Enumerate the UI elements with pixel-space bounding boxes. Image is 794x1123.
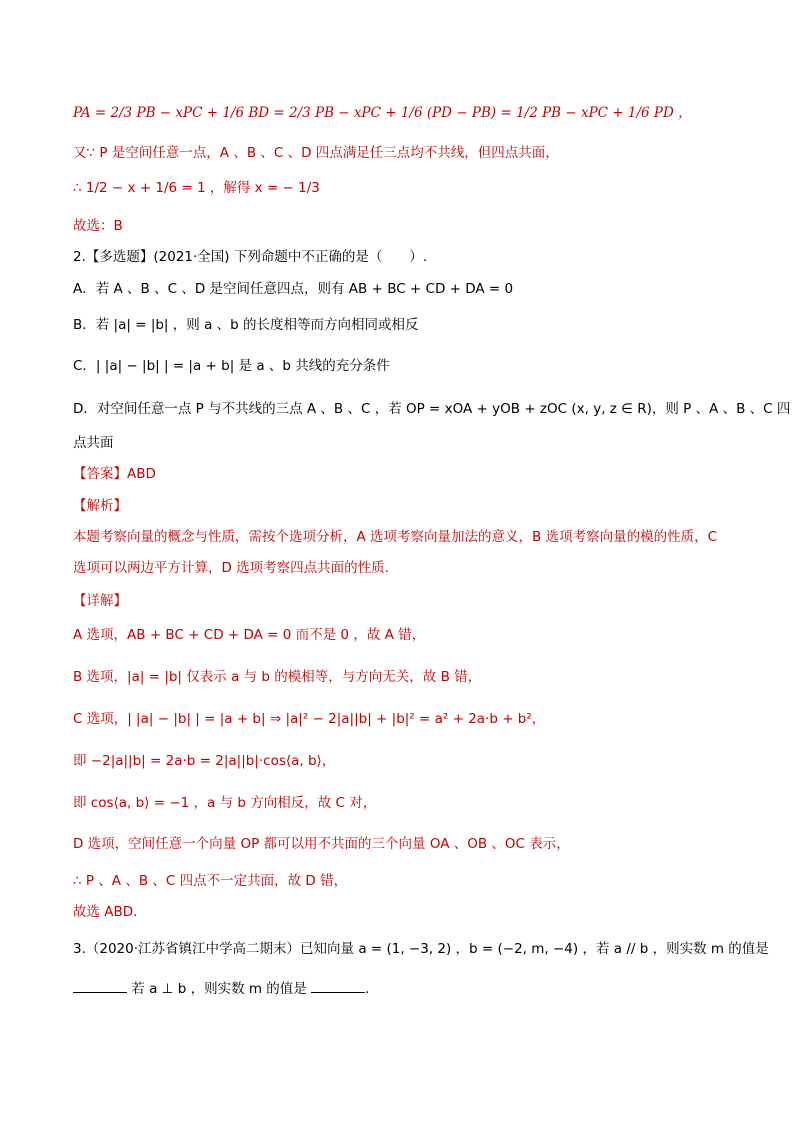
q3-line2-text: 若 a ⊥ b ，则实数 m 的值是 (131, 981, 307, 997)
q2-analysis-tag: 【解析】 (73, 498, 127, 514)
q3-line2-end: . (365, 981, 370, 997)
q2-analysis-line1: 本题考察向量的概念与性质，需按个选项分析，A 选项考察向量加法的意义，B 选项考察向量的模的性质，C (73, 529, 718, 545)
q2-detail-c-step2: 即 −2|a||b| = 2a·b = 2|a||b|·cos⟨a, b⟩， (73, 753, 336, 769)
q2-option-a: A．若 A 、B 、C 、D 是空间任意四点，则有 AB + BC + CD + DA = 0 (73, 281, 514, 297)
q3-line1: 3.（2020·江苏省镇江中学高二期末）已知向量 a = (1, −3, 2) ，b = (−2, m, −4) ，若 a // b ，则实数 m 的值是 (73, 941, 769, 957)
prev-formula: PA = 2/3 PB − xPC + 1/6 BD = 2/3 PB − xPC + 1/6 (PD − PB) = 1/2 PB − xPC + 1/6 PD ， (73, 105, 692, 121)
q2-detail-c-step3: 即 cos⟨a, b⟩ = −1 ，a 与 b 方向相反，故 C 对， (73, 795, 377, 811)
q2-option-d-line1: D．对空间任意一点 P 与不共线的三点 A 、B 、C ，若 OP = xOA + yOB + zOC (x, y, z ∈ R)，则 P 、A 、B 、C 四 (73, 401, 791, 417)
q2-final-choice: 故选 ABD. (73, 904, 138, 920)
q2-detail-d: D 选项，空间任意一个向量 OP 都可以用不共面的三个向量 OA 、OB 、OC 表示， (73, 836, 570, 852)
prev-choice: 故选：B (73, 218, 123, 234)
q2-detail-b: B 选项，|a| = |b| 仅表示 a 与 b 的模相等，与方向无关，故 B 错， (73, 669, 482, 685)
answer-tag: 【答案】 (73, 466, 127, 482)
q3-line2 (73, 978, 369, 999)
prev-solve: ∴ 1/2 − x + 1/6 = 1 ，解得 x = − 1/3 (73, 180, 320, 196)
q2-detail-a: A 选项，AB + BC + CD + DA = 0 而不是 0 ，故 A 错， (73, 627, 426, 643)
q2-detail-c: C 选项，| |a| − |b| | = |a + b| ⇒ |a|² − 2|a||b| + |b|² = a² + 2a·b + b²， (73, 711, 546, 727)
q2-detail-tag: 【详解】 (73, 593, 127, 609)
prev-reason: 又∵ P 是空间任意一点，A 、B 、C 、D 四点满足任三点均不共线，但四点共面， (73, 145, 559, 161)
q2-analysis-line2: 选项可以两边平方计算，D 选项考察四点共面的性质. (73, 560, 389, 576)
answer-blank-2[interactable] (311, 978, 365, 993)
answer-value: ABD (127, 466, 156, 482)
q2-option-c: C．| |a| − |b| | = |a + b| 是 a 、b 共线的充分条件 (73, 358, 390, 374)
q2-detail-d-conclusion: ∴ P 、A 、B 、C 四点不一定共面，故 D 错， (73, 873, 348, 889)
q2-stem: 2.【多选题】(2021·全国) 下列命题中不正确的是（ ）. (73, 249, 428, 265)
q2-answer (73, 464, 156, 484)
answer-blank-1[interactable] (73, 978, 127, 993)
q2-option-b: B．若 |a| = |b| ，则 a 、b 的长度相等而方向相同或相反 (73, 317, 419, 333)
q2-option-d-line2: 点共面 (73, 435, 114, 451)
